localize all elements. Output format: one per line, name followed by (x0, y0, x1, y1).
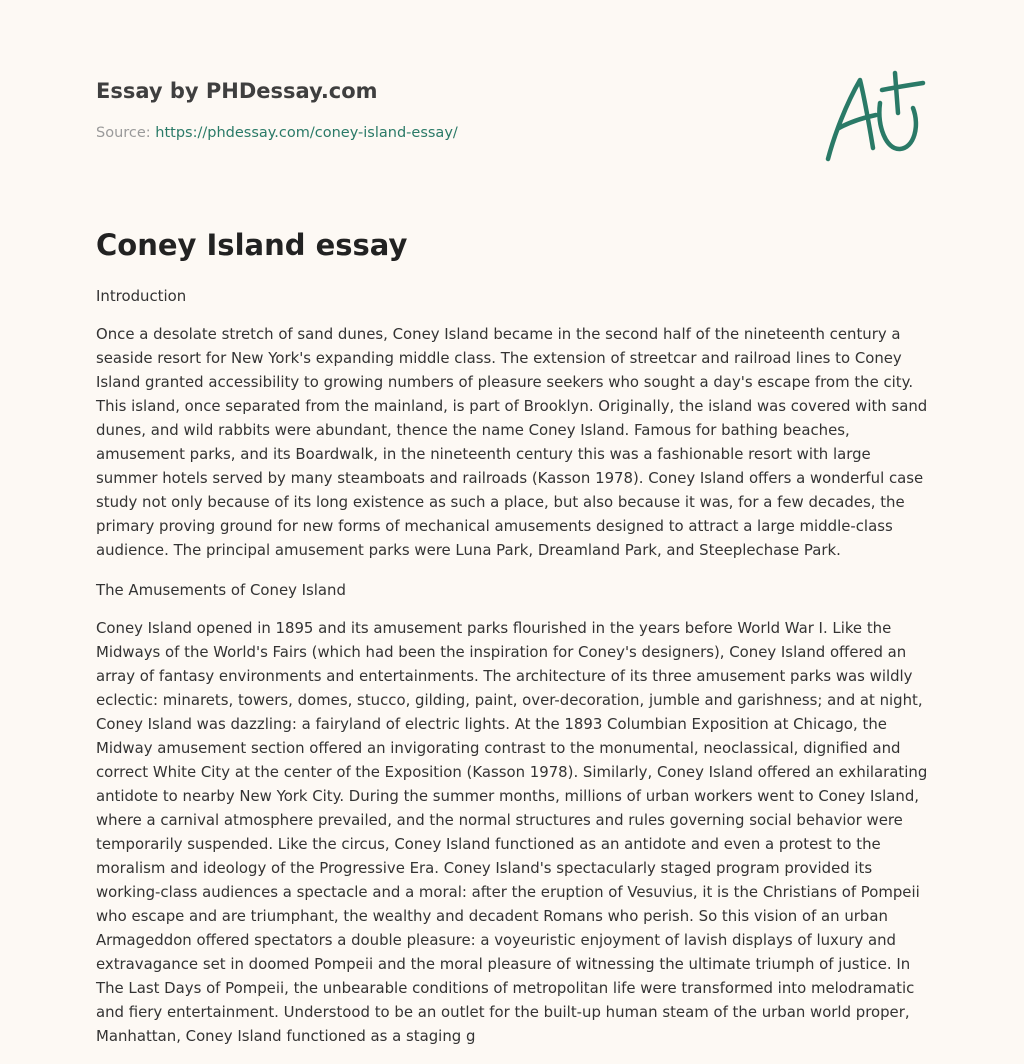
site-brand: Essay by PHDessay.com (96, 79, 378, 103)
source-link[interactable]: https://phdessay.com/coney-island-essay/ (155, 125, 458, 141)
section-paragraph: Once a desolate stretch of sand dunes, Coney Island became in the second half of the nineteenth century a seaside resort for New York's expanding middle class. The extension of streetcar and railroad lines to Coney Island granted accessibility to growing numbers of pleasure seekers who sought a day's escape from the city. This island, once separated from the mainland, is part of Brooklyn. Originally, the island was covered with sand dunes, and wild rabbits were abundant, thence the name Coney Island. Famous for bathing beaches, amusement parks, and its Boardwalk, in the nineteenth century this was a fashionable resort with large summer hotels served by many steamboats and railroads (Kasson 1978). Coney Island offers a wonderful case study not only because of its long existence as such a place, but also because it was, for a few decades, the primary proving ground for new forms of mechanical amusements designed to attract a large middle-class audience. The principal amusement parks were Luna Park, Dreamland Park, and Steeplechase Park. (96, 325, 928, 559)
a-plus-logo-icon (820, 66, 932, 166)
source-label: Source: (96, 125, 156, 141)
section-heading: Introduction (96, 287, 187, 305)
section-paragraph: Coney Island opened in 1895 and its amusement parks flourished in the years before World War I. Like the Midways of the World's Fairs (which had been the inspiration for Coney's designers), Coney Island offered an array of fantasy environments and entertainments. The architecture of its three amusement parks was wildly eclectic: minarets, towers, domes, stucco, gilding, paint, over-decoration, jumble and garishness; and at night, Coney Island was dazzling: a fairyland of electric lights. At the 1893 Columbian Exposition at Chicago, the Midway amusement section offered an invigorating contrast to the monumental, neoclassical, dignified and correct White City at the center of the Exposition (Kasson 1978). Similarly, Coney Island offered an exhilarating antidote to nearby New York City. During the summer months, millions of urban workers went to Coney Island, where a carnival atmosphere prevailed, and the normal structures and rules governing social behavior were temporarily suspended. Like the circus, Coney Island functioned as an antidote and even a protest to the moralism and ideology of the Progressive Era. Coney Island's spectacularly staged program provided its working-class audiences a spectacle and a moral: after the eruption of Vesuvius, it is the Christians of Pompeii who escape and are triumphant, the wealthy and decadent Romans who perish. So this vision of an urban Armageddon offered spectators a double pleasure: a voyeuristic enjoyment of lavish displays of luxury and extravagance set in doomed Pompeii and the moral pleasure of witnessing the ultimate triumph of justice. In The Last Days of Pompeii, the unbearable conditions of metropolitan life were transformed into melodramatic and fiery entertainment. Understood to be an outlet for the built-up human steam of the urban world proper, Manhattan, Coney Island functioned as a staging g (96, 619, 928, 1045)
essay-title: Coney Island essay (96, 228, 408, 262)
section-heading: The Amusements of Coney Island (96, 581, 346, 599)
source-line (96, 123, 458, 143)
essay-body (96, 284, 929, 1064)
